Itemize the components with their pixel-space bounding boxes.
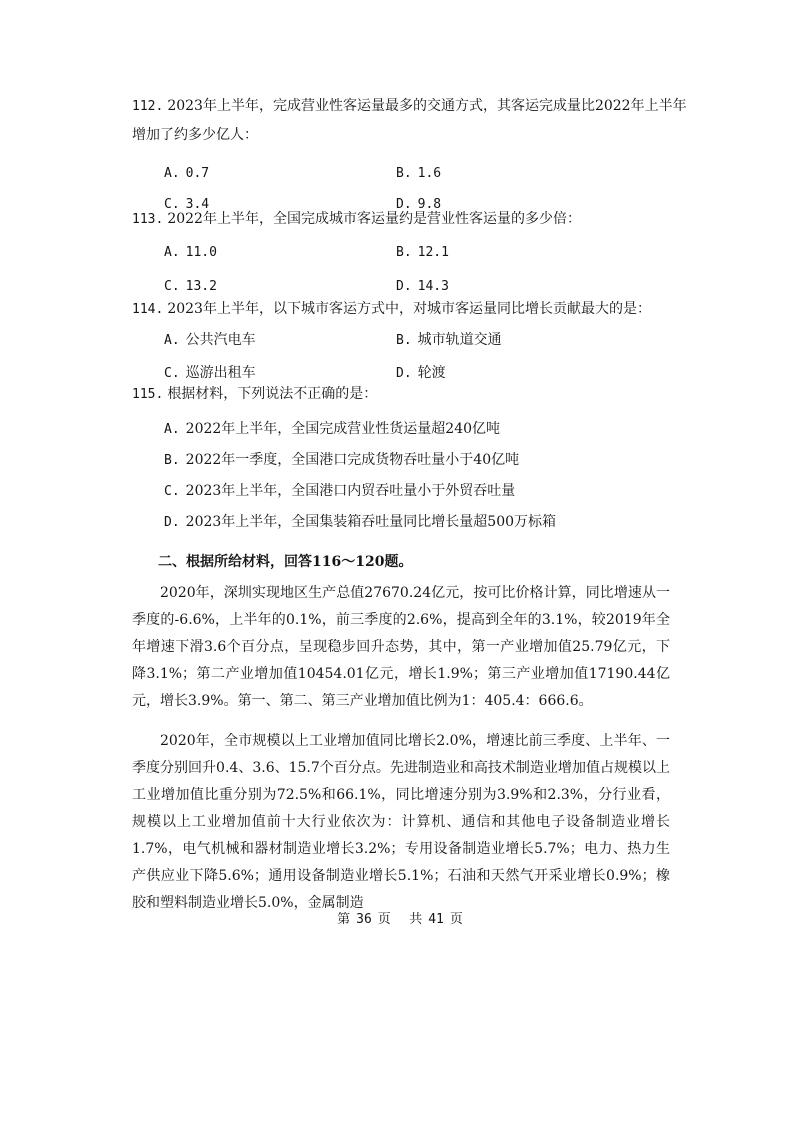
- option-c[interactable]: C. 巡游出租车: [164, 365, 256, 381]
- question-text: 2022年上半年，全国完成城市客运量约是营业性客运量的多少倍：: [167, 211, 581, 227]
- option-d[interactable]: D. 轮渡: [396, 365, 446, 381]
- question-number: 112.: [132, 99, 164, 114]
- section-title: 二、根据所给材料，回答116～120题。: [158, 554, 413, 570]
- question-112: [132, 92, 692, 218]
- option-b[interactable]: B. 2022年一季度，全国港口完成货物吞吐量小于40亿吨: [164, 452, 520, 468]
- page-number: 36: [356, 912, 372, 927]
- page-label: 第: [337, 912, 351, 927]
- option-a[interactable]: A. 0.7: [164, 166, 210, 181]
- question-number: 113.: [132, 212, 164, 227]
- question-text: 2023年上半年，完成营业性客运量最多的交通方式，其客运完成量比2022年上半年增加了约多少亿人：: [132, 98, 687, 143]
- question-number: 114.: [132, 302, 164, 317]
- option-b[interactable]: B. 12.1: [396, 245, 449, 260]
- question-113: [132, 205, 692, 300]
- material-paragraph-2: 2020年，全市规模以上工业增加值同比增长2.0%，增速比前三季度、上半年、一季度分别回升0.4、3.6、15.7个百分点。先进制造业和高技术制造业增加值占规模以上工业增加值比重分别为72.5%和66.1%，同比增速分别为3.9%和2.3%，分行业看，规模以上工业增加值前十大行业依次为：计算机、通信和其他电子设备制造业增长1.7%，电气机械和器材制造业增长3.2%；专用设备制造业增长5.7%；电力、热力生产供应业下降5.6%；通用设备制造业增长5.1%；石油和天然气开采业增长0.9%；橡胶和塑料制造业增长5.0%，金属制造: [132, 733, 670, 911]
- option-c[interactable]: C. 13.2: [164, 279, 217, 294]
- question-stem: [132, 295, 692, 324]
- question-115: [132, 380, 692, 536]
- option-c[interactable]: C. 2023年上半年，全国港口内贸吞吐量小于外贸吞吐量: [164, 483, 516, 499]
- option-a[interactable]: A. 2022年上半年，全国完成营业性货运量超240亿吨: [164, 421, 501, 437]
- question-stem: [132, 380, 692, 409]
- question-text: 根据材料，下列说法不正确的是：: [167, 386, 378, 402]
- option-b[interactable]: B. 城市轨道交通: [396, 332, 502, 348]
- option-d[interactable]: D. 9.8: [396, 197, 442, 212]
- material-paragraph-1: 2020年，深圳实现地区生产总值27670.24亿元，按可比价格计算，同比增速从一季度的-6.6%，上半年的0.1%，前三季度的2.6%，提高到全年的3.1%，较2019年全年增速下滑3.6个百分点，呈现稳步回升态势，其中，第一产业增加值25.79亿元，下降3.1%；第二产业增加值10454.01亿元，增长1.9%；第三产业增加值17190.44亿元，增长3.9%。第一、第二、第三产业增加值比例为1：405.4：666.6。: [132, 585, 670, 709]
- question-text: 2023年上半年，以下城市客运方式中，对城市客运量同比增长贡献最大的是：: [167, 301, 651, 317]
- option-a[interactable]: A. 11.0: [164, 245, 217, 260]
- option-c[interactable]: C. 3.4: [164, 197, 210, 212]
- question-stem: [132, 205, 692, 234]
- question-114: [132, 295, 692, 387]
- option-d[interactable]: D. 14.3: [396, 279, 449, 294]
- option-a[interactable]: A. 公共汽电车: [164, 332, 256, 348]
- options: [164, 326, 692, 387]
- total-label: 共: [409, 912, 423, 927]
- total-pages: 41: [428, 912, 444, 927]
- options: [164, 238, 692, 300]
- option-b[interactable]: B. 1.6: [396, 166, 442, 181]
- options: [164, 415, 692, 536]
- page-footer: [0, 910, 800, 930]
- question-stem: [132, 92, 692, 150]
- total-unit: 页: [449, 912, 463, 927]
- question-number: 115.: [132, 387, 164, 402]
- option-d[interactable]: D. 2023年上半年，全国集装箱吞吐量同比增长量超500万标箱: [164, 514, 557, 530]
- page-unit: 页: [377, 912, 391, 927]
